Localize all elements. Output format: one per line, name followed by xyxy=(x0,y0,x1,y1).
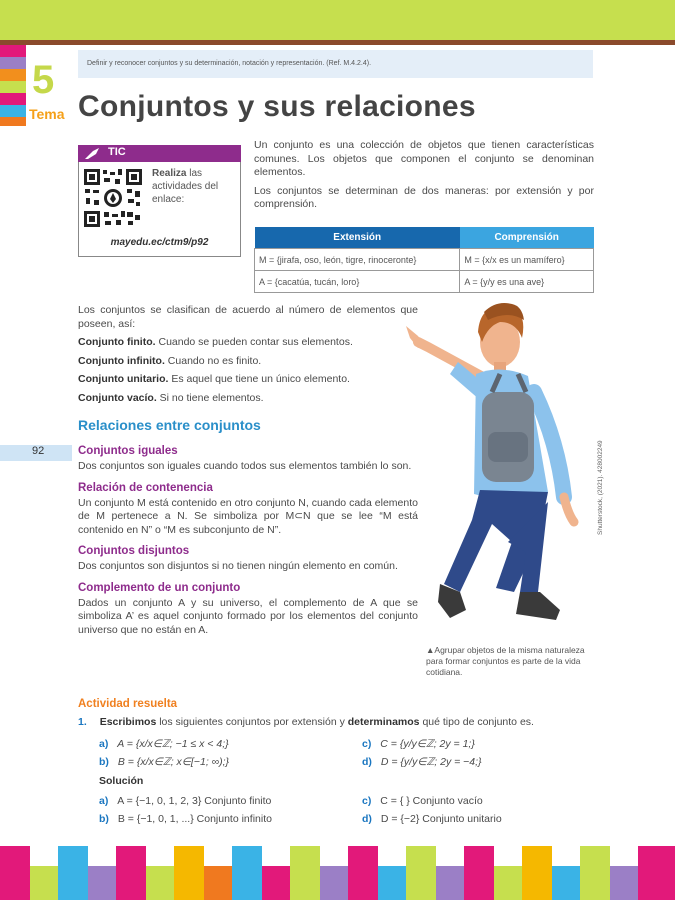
tic-instruction-bold: Realiza xyxy=(152,168,187,179)
instruction-text-1: los siguientes conjuntos por extensión y xyxy=(156,716,348,728)
disjuntos-title: Conjuntos disjuntos xyxy=(78,545,190,557)
problem-d xyxy=(362,756,482,768)
item-text: A = {x/x∈ℤ; −1 ≤ x < 4;} xyxy=(117,738,229,750)
iguales-text: Dos conjuntos son iguales cuando todos sus elementos también lo son. xyxy=(78,460,412,472)
color-tab xyxy=(0,81,26,93)
contencion-title: Relación de contenencia xyxy=(78,481,213,494)
classification-intro: Los conjuntos se clasifican de acuerdo al número de elementos que poseen, así: xyxy=(78,304,418,330)
intro-paragraph-1: Un conjunto es una colección de objetos que tienen características comunes. Los objetos que componen el conjunto se denominan elementos. xyxy=(254,139,594,178)
solution-b xyxy=(99,813,272,825)
solution-title: Solución xyxy=(99,775,144,787)
item-text: D = {−2} Conjunto unitario xyxy=(380,813,502,825)
term: Conjunto unitario. xyxy=(78,373,169,385)
list-item xyxy=(78,336,418,350)
color-tab xyxy=(0,57,26,69)
color-tab xyxy=(0,45,26,57)
item-label: a) xyxy=(99,738,109,750)
tema-label: Tema xyxy=(29,106,65,122)
item-label: b) xyxy=(99,756,109,768)
item-label: a) xyxy=(99,795,109,807)
top-color-bar xyxy=(0,0,675,40)
solution-d xyxy=(362,813,502,825)
intro-paragraph-2: Los conjuntos se determinan de dos maneras: por extensión y por comprensión. xyxy=(254,184,594,210)
instruction-verb-2: determinamos xyxy=(347,716,420,728)
image-caption: ▲Agrupar objetos de la misma naturaleza para formar conjuntos es parte de la vida cotidiana. xyxy=(426,645,585,677)
tic-link[interactable]: mayedu.ec/ctm9/p92 xyxy=(110,237,209,248)
page-title: Conjuntos y sus relaciones xyxy=(78,90,476,123)
page-number: 92 xyxy=(32,445,45,457)
intro-text xyxy=(254,139,594,212)
color-tab xyxy=(0,117,26,126)
rocket-icon xyxy=(84,147,100,160)
item-text: C = { } Conjunto vacío xyxy=(380,795,483,807)
table-cell: A = {y/y es una ave} xyxy=(460,271,594,293)
problem-a xyxy=(99,738,229,750)
item-text: A = {−1, 0, 1, 2, 3} Conjunto finito xyxy=(117,795,272,807)
table-row xyxy=(255,249,594,271)
color-tab xyxy=(0,93,26,105)
color-tab xyxy=(0,105,26,117)
item-text: B = {x/x∈ℤ; x∈[−1; ∞);} xyxy=(117,756,230,768)
objective-reference: Definir y reconocer conjuntos y su determinación, notación y representación. (Ref. M.4.2.4). xyxy=(78,50,593,78)
list-item xyxy=(78,355,418,369)
item-label: c) xyxy=(362,795,372,807)
color-tab xyxy=(0,69,26,81)
definition: Cuando se pueden contar sus elementos. xyxy=(155,336,353,348)
table-header-comprehension: Comprensión xyxy=(460,227,594,249)
disjuntos-text: Dos conjuntos son disjuntos si no tienen ningún elemento en común. xyxy=(78,560,398,572)
contencion-text: Un conjunto M está contenido en otro conjunto N, cuando cada elemento de M pertenece a N. Se simboliza por M⊂N que se lee “M está contenido en N” o “M es subconjunto de N”. xyxy=(78,496,418,536)
solution-a xyxy=(99,795,271,807)
qr-code[interactable] xyxy=(83,168,143,228)
table-cell: M = {jirafa, oso, león, tigre, rinoceronte} xyxy=(255,249,460,271)
complemento-text: Dados un conjunto A y su universo, el complemento de A que se simboliza A’ es aquel conjunto formado por los elementos del conjunto universo que no están en A. xyxy=(78,596,418,636)
definition: Es aquel que tiene un único elemento. xyxy=(168,373,350,385)
determination-table xyxy=(254,227,594,293)
activity-instruction xyxy=(78,716,598,728)
page-number-tab xyxy=(0,445,72,461)
item-label: b) xyxy=(99,813,109,825)
tic-label: TIC xyxy=(108,146,126,158)
item-label: d) xyxy=(362,813,372,825)
problem-b xyxy=(99,756,229,768)
tema-number: 5 xyxy=(32,58,55,102)
top-divider xyxy=(0,40,675,45)
definition: Si no tiene elementos. xyxy=(156,391,264,404)
classification-section xyxy=(78,304,418,405)
list-item xyxy=(78,373,418,387)
student-illustration xyxy=(388,292,598,642)
activity-title: Actividad resuelta xyxy=(78,698,178,710)
solution-c xyxy=(362,795,483,807)
term: Conjunto infinito. xyxy=(78,354,165,367)
list-item xyxy=(78,392,418,406)
term: Conjunto vacío. xyxy=(78,391,157,404)
item-label: d) xyxy=(362,756,372,768)
tic-instruction-rest: las actividades del enlace: xyxy=(152,168,219,205)
table-cell: A = {cacatúa, tucán, loro} xyxy=(255,271,460,293)
item-text: B = {−1, 0, 1, ...} Conjunto infinito xyxy=(117,813,272,825)
relations-section xyxy=(78,445,418,637)
tic-instruction xyxy=(152,167,238,206)
instruction-text-2: qué tipo de conjunto es. xyxy=(419,716,534,728)
item-text: C = {y/y∈ℤ; 2y = 1;} xyxy=(380,738,475,750)
table-row xyxy=(255,271,594,293)
table-header-extension: Extensión xyxy=(255,227,460,249)
table-cell: M = {x/x es un mamífero} xyxy=(460,249,594,271)
iguales-title: Conjuntos iguales xyxy=(78,445,178,457)
term: Conjunto finito. xyxy=(78,336,156,348)
instruction-verb-1: Escribimos xyxy=(99,716,157,728)
bottom-color-blocks xyxy=(0,846,675,900)
activity-number: 1. xyxy=(78,716,87,728)
complemento-title: Complemento de un conjunto xyxy=(78,581,241,594)
problem-c xyxy=(362,738,475,750)
relations-title: Relaciones entre conjuntos xyxy=(78,417,261,433)
tic-header xyxy=(78,145,241,162)
definition: Cuando no es finito. xyxy=(164,354,262,367)
item-label: c) xyxy=(362,738,372,750)
item-text: D = {y/y∈ℤ; 2y = −4;} xyxy=(380,756,482,768)
image-credit: Shutterstock, (2021). 428002249 xyxy=(597,440,604,535)
